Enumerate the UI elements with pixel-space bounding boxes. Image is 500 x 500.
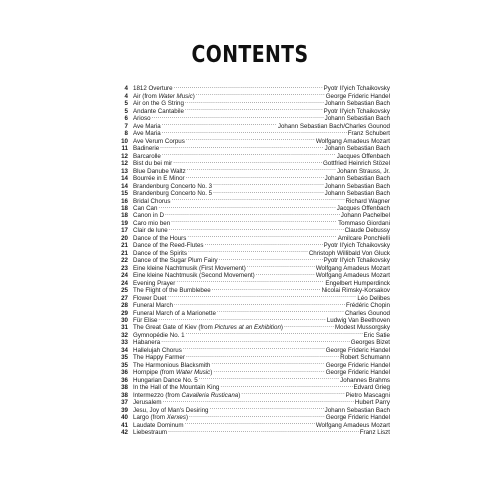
page-number: 23 (121, 264, 128, 272)
dot-leader (217, 307, 344, 314)
piece-title: The Happy Farmer (133, 354, 185, 362)
composer-name: Engelbert Humperdinck (325, 279, 390, 287)
piece-title: Badinerie (133, 145, 160, 153)
dot-leader (213, 188, 324, 195)
dot-leader (152, 113, 324, 120)
piece-title: Intermezzo (from Cavalleria Rusticana) (133, 391, 241, 399)
piece-title: Jerusalem (133, 399, 162, 407)
dot-leader (158, 203, 335, 210)
piece-title: Barcarolle (133, 152, 161, 160)
piece-title: Brandenburg Concerto No. 5 (133, 190, 213, 198)
dot-leader (169, 225, 344, 232)
composer-name: Tommaso Giordani (338, 219, 390, 227)
piece-title: In the Hall of the Mountain King (133, 384, 220, 392)
composer-name: Jacques Offenbach (336, 152, 390, 160)
piece-title: Caro mio ben (133, 219, 171, 227)
piece-title: Bourrée in E Minor (133, 175, 185, 183)
piece-title: Evening Prayer (133, 279, 176, 287)
composer-name: Modest Mussorgsky (334, 324, 390, 332)
piece-title: Arioso (133, 115, 151, 123)
dot-leader (189, 412, 325, 419)
composer-name: Eric Satie (363, 331, 390, 339)
dot-leader (187, 232, 336, 239)
dot-leader (209, 404, 323, 411)
page-number: 14 (121, 175, 128, 183)
composer-name: Johann Sebastian Bach (324, 100, 390, 108)
page-number: 41 (121, 421, 128, 429)
dot-leader (284, 322, 334, 329)
source-work-title: Pictures at an Exhibition (214, 324, 281, 332)
composer-name: Pyotr Il'yich Tchaikovsky (323, 257, 390, 265)
composer-name: Ludwig Van Beethoven (326, 317, 390, 324)
composer-name: Johannes Brahms (340, 376, 390, 384)
dot-leader (172, 195, 345, 202)
piece-title: Funeral March of a Marionette (133, 309, 216, 317)
dot-leader (241, 389, 344, 396)
composer-name: Wolfgang Amadeus Mozart (315, 421, 390, 429)
piece-title: Hornpipe (from Water Music) (133, 369, 213, 377)
source-work-title: Cavalleria Rusticana (181, 391, 239, 399)
page-number: 14 (121, 182, 128, 190)
page-number: 35 (121, 354, 128, 362)
dot-leader (186, 173, 324, 180)
composer-name: Wolfgang Amadeus Mozart (315, 272, 390, 280)
dot-leader (158, 315, 325, 322)
page-number: 6 (124, 115, 128, 123)
composer-name: George Frideric Handel (325, 361, 390, 369)
piece-title: Can Can (133, 204, 158, 212)
piece-title: Habanera (133, 339, 161, 347)
dot-leader (212, 285, 321, 292)
page-number: 38 (121, 391, 128, 399)
piece-title: Brandenburg Concerto No. 3 (133, 182, 213, 190)
composer-name: George Frideric Handel (325, 414, 390, 422)
dot-leader (174, 300, 345, 307)
page-number: 5 (124, 100, 128, 108)
composer-name: Pyotr Il'yich Tchaikovsky (323, 107, 390, 115)
composer-name: Pyotr Il'yich Tchaikovsky (323, 85, 390, 93)
dot-leader (185, 98, 324, 105)
composer-name: Christoph Willibald Von Gluck (308, 249, 390, 257)
piece-title: 1812 Overture (133, 85, 173, 93)
page-number: 27 (121, 294, 128, 302)
composer-name: Léo Delibes (357, 294, 390, 302)
composer-name: Johann Sebastian Bach (324, 182, 390, 190)
page-number: 18 (121, 212, 128, 220)
page-number: 20 (121, 234, 128, 242)
piece-title: Hungarian Dance No. 5 (133, 376, 198, 384)
page-number: 19 (121, 219, 128, 227)
dot-leader (219, 255, 323, 262)
dot-leader (183, 344, 325, 351)
composer-name: Hubert Parry (354, 399, 390, 407)
dot-leader (186, 329, 363, 336)
page-number: 18 (121, 204, 128, 212)
piece-title: Jesu, Joy of Man's Desiring (133, 406, 209, 414)
dot-leader (167, 292, 356, 299)
piece-title: Blue Danube Waltz (133, 167, 186, 175)
dot-leader (165, 210, 340, 217)
page-number: 40 (121, 414, 128, 422)
piece-title: Eine kleine Nachtmusik (Second Movement) (133, 272, 255, 280)
dot-leader (220, 382, 352, 389)
page-number: 28 (121, 302, 128, 310)
composer-name: Wolfgang Amadeus Mozart (315, 137, 390, 145)
piece-title: Largo (from Xerxes) (133, 414, 189, 422)
page-number: 12 (121, 160, 128, 168)
page-number: 33 (121, 339, 128, 347)
piece-title: Funeral March (133, 302, 173, 310)
page-number: 17 (121, 227, 128, 235)
dot-leader (171, 217, 337, 224)
source-work-title: Water Music (158, 92, 193, 100)
page-number: 36 (121, 369, 128, 377)
composer-name: Georges Bizet (350, 339, 390, 347)
page-number: 38 (121, 384, 128, 392)
page-number: 22 (121, 257, 128, 265)
piece-title: The Great Gate of Kiev (from Pictures at an Exhibition) (133, 324, 283, 332)
page-number: 24 (121, 279, 128, 287)
page-number: 12 (121, 152, 128, 160)
dot-leader (162, 150, 336, 157)
source-work-title: Xerxes (166, 414, 186, 422)
dot-leader (162, 120, 277, 127)
composer-name: Robert Schumann (340, 354, 390, 362)
dot-leader (168, 427, 359, 434)
page-number: 5 (124, 107, 128, 115)
dot-leader (161, 337, 350, 344)
page-number: 42 (121, 429, 128, 437)
composer-name: Richard Wagner (345, 197, 390, 205)
page-number: 21 (121, 242, 128, 250)
page-number: 11 (121, 145, 128, 153)
page-number: 4 (124, 85, 128, 93)
dot-leader (247, 262, 315, 269)
composer-name: Johann Sebastian Bach (324, 175, 390, 183)
page-number: 31 (121, 324, 128, 332)
dot-leader (196, 90, 325, 97)
page-number: 35 (121, 361, 128, 369)
page-number: 10 (121, 137, 128, 145)
piece-title: The Harmonious Blacksmith (133, 361, 211, 369)
composer-name: Charles Gounod (344, 309, 390, 317)
piece-title: Dance of the Reed-Flutes (133, 242, 204, 250)
page-number: 30 (121, 317, 128, 324)
piece-title: Dance of the Hours (133, 234, 187, 242)
composer-name: Pyotr Il'yich Tchaikovsky (323, 242, 390, 250)
piece-title: Dance of the Sugar Plum Fairy (133, 257, 218, 265)
composer-name: Johann Pachelbel (340, 212, 390, 220)
dot-leader (186, 352, 339, 359)
composer-name: Franz Liszt (359, 429, 390, 437)
composer-name: George Frideric Handel (325, 346, 390, 354)
piece-title: Hallelujah Chorus (133, 346, 182, 354)
dot-leader (185, 105, 323, 112)
piece-title: Bist du bei mir (133, 160, 173, 168)
page-number: 29 (121, 309, 128, 317)
piece-title: Für Elise (133, 317, 158, 324)
piece-title: Eine kleine Nachtmusik (First Movement) (133, 264, 246, 272)
dot-leader (173, 158, 322, 165)
composer-name: Wolfgang Amadeus Mozart (315, 264, 390, 272)
toc-entry[interactable] (112, 83, 390, 93)
page-number: 16 (121, 197, 128, 205)
page-number: 34 (121, 346, 128, 354)
composer-name: Jacques Offenbach (336, 204, 390, 212)
piece-title: Flower Duet (133, 294, 167, 302)
piece-title: Canon in D (133, 212, 164, 220)
dot-leader (256, 270, 315, 277)
composer-name: Johann Strauss, Jr. (337, 167, 390, 175)
piece-title: Ave Maria (133, 122, 161, 130)
piece-title: The Flight of the Bumblebee (133, 287, 211, 295)
composer-name: Amilcare Ponchielli (337, 234, 390, 242)
page-number: 25 (121, 287, 128, 295)
page-number: 32 (121, 331, 128, 339)
composer-name: Johann Sebastian Bach (324, 115, 390, 123)
dot-leader (176, 277, 324, 284)
page-title: CONTENTS (191, 42, 309, 68)
dot-leader (162, 128, 347, 135)
table-of-contents (112, 83, 390, 437)
dot-leader (199, 374, 339, 381)
piece-title: Air on the G String (133, 100, 184, 108)
page-number: 13 (121, 167, 128, 175)
page-number: 4 (124, 92, 128, 100)
dot-leader (187, 165, 336, 172)
piece-title: Gymnopédie No. 1 (133, 331, 185, 339)
dot-leader (211, 359, 324, 366)
piece-title: Andante Cantabile (133, 107, 184, 115)
page-number: 8 (124, 130, 128, 138)
composer-name: Edvard Grieg (353, 384, 390, 392)
piece-title: Laudate Dominum (133, 421, 184, 429)
source-work-title: Water Music (175, 369, 211, 377)
page-number: 15 (121, 190, 128, 198)
page-number: 37 (121, 399, 128, 407)
composer-name: Johann Sebastian Bach/Charles Gounod (277, 122, 390, 130)
page-number: 7 (124, 122, 128, 130)
piece-title: Liebestraum (133, 429, 168, 437)
page-number: 39 (121, 406, 128, 414)
piece-title: Clair de lune (133, 227, 168, 235)
page-number: 21 (121, 249, 128, 257)
dot-leader (186, 135, 315, 142)
composer-name: George Frideric Handel (325, 369, 390, 377)
composer-name: Johann Sebastian Bach (324, 190, 390, 198)
dot-leader (174, 83, 323, 90)
dot-leader (160, 143, 323, 150)
dot-leader (185, 419, 315, 426)
piece-title: Dance of the Spirits (133, 249, 187, 257)
page-number: 36 (121, 376, 128, 384)
dot-leader (213, 180, 324, 187)
composer-name: Frédéric Chopin (345, 302, 390, 310)
page-number: 24 (121, 272, 128, 280)
composer-name: Franz Schubert (347, 130, 390, 138)
dot-leader (205, 240, 323, 247)
composer-name: Johann Sebastian Bach (324, 406, 390, 414)
composer-name: Johann Sebastian Bach (324, 145, 390, 153)
composer-name: Nicolai Rimsky-Korsakov (321, 287, 390, 295)
dot-leader (163, 397, 354, 404)
piece-title: Ave Maria (133, 130, 161, 138)
composer-name: Gottfried Heinrich Stözel (322, 160, 390, 168)
composer-name: Pietro Mascagni (345, 391, 390, 399)
composer-name: George Frideric Handel (325, 92, 390, 100)
piece-title: Bridal Chorus (133, 197, 171, 205)
dot-leader (188, 247, 308, 254)
dot-leader (213, 367, 324, 374)
piece-title: Air (from Water Music) (133, 92, 195, 100)
composer-name: Claude Debussy (344, 227, 390, 235)
piece-title: Ave Verum Corpus (133, 137, 185, 145)
